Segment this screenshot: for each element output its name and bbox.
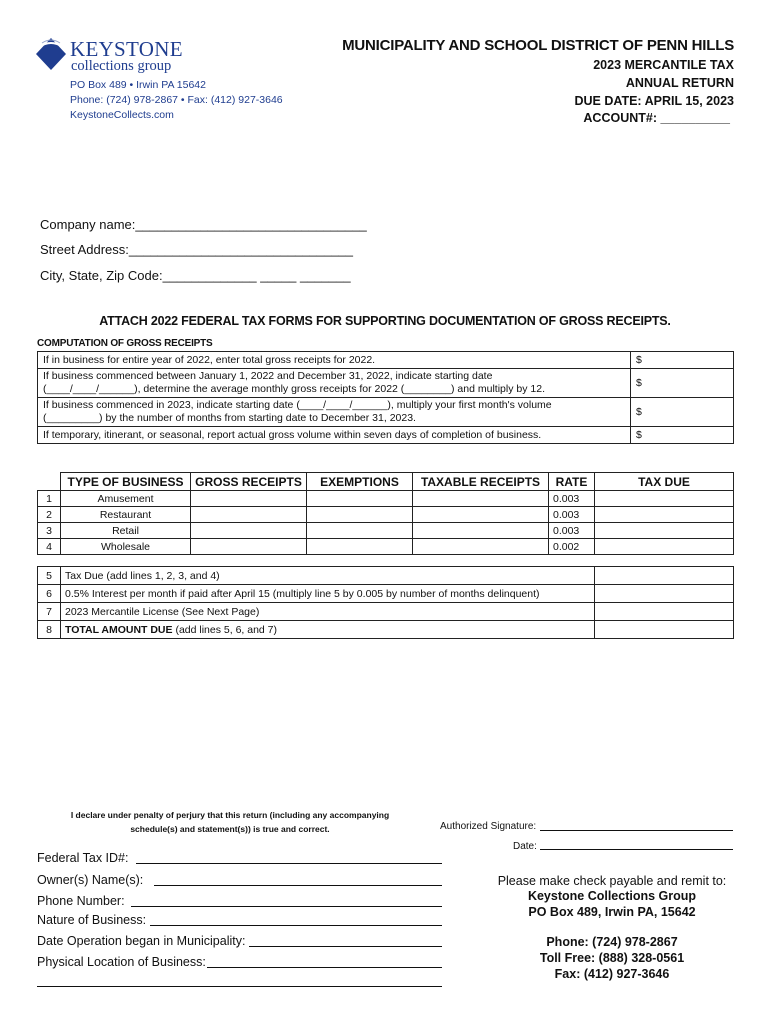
summary-bold-label: TOTAL AMOUNT DUE [65,623,173,636]
gross-receipts-table [37,351,734,444]
gross-receipts-row [38,369,734,398]
tax-due-input[interactable] [595,523,734,539]
bottom-field-input[interactable] [154,885,442,886]
header-tax-due: TAX DUE [595,473,734,491]
taxable-receipts-input[interactable] [413,491,549,507]
bottom-field-input[interactable] [131,906,442,907]
summary-description [61,585,595,603]
remit-phone: Phone: (724) 978-2867 [546,935,678,949]
header-rate: RATE [549,473,595,491]
bottom-field-label: Date Operation began in Municipality: [37,934,246,948]
summary-amount-field[interactable] [595,567,734,585]
summary-row [38,567,734,585]
date-field[interactable] [540,849,733,850]
gross-receipts-row [38,352,734,369]
summary-description [61,621,595,639]
bottom-field-label: Phone Number: [37,894,125,908]
header-exemptions: EXEMPTIONS [307,473,413,491]
tax-due-input[interactable] [595,491,734,507]
summary-text: 0.5% Interest per month if paid after April 15 (multiply line 5 by 0.005 by number of months delinquent) [65,587,540,600]
bottom-field-input[interactable] [207,967,442,968]
business-type: Wholesale [61,539,191,555]
business-row [38,507,734,523]
remit-tollfree: Toll Free: (888) 328-0561 [539,951,685,965]
logo-name: KEYSTONE [70,37,183,61]
rate-value: 0.003 [549,523,595,539]
gross-receipts-instruction [38,398,631,427]
bottom-field-input[interactable] [249,946,442,947]
line-number: 6 [38,585,61,603]
bottom-field-input[interactable] [136,863,442,864]
gross-receipts-amount-field[interactable]: $ [631,369,734,398]
company-name-field[interactable]: Company name:________________________________ [40,217,367,232]
spacer-row [38,555,734,567]
gross-receipts-instruction [38,427,631,444]
header-blank [38,473,61,491]
account-number-field[interactable]: ACCOUNT#: __________ [583,111,730,125]
header-taxable-receipts: TAXABLE RECEIPTS [413,473,549,491]
summary-row [38,603,734,621]
bottom-field-label: Federal Tax ID#: [37,851,129,865]
line-number: 7 [38,603,61,621]
gross-receipts-instruction [38,352,631,369]
gross-receipts-amount-field[interactable]: $ [631,398,734,427]
keystone-logo-icon [36,38,66,70]
instruction-line: (_________) by the number of months from starting date to December 31, 2023. [43,412,416,424]
taxable-receipts-input[interactable] [413,507,549,523]
exemptions-input[interactable] [307,539,413,555]
gross-receipts-row [38,427,734,444]
business-type: Retail [61,523,191,539]
rate-value: 0.003 [549,491,595,507]
summary-description [61,567,595,585]
gross-receipts-row [38,398,734,427]
gross-receipts-input[interactable] [191,507,307,523]
instruction-line: If business commenced in 2023, indicate starting date (____/____/______), multiply your first month's volume [43,399,552,411]
extra-line-field[interactable] [37,986,442,987]
gross-receipts-instruction [38,369,631,398]
summary-amount-field[interactable] [595,603,734,621]
business-type: Restaurant [61,507,191,523]
summary-text: 2023 Mercantile License (See Next Page) [65,605,260,618]
due-date: DUE DATE: APRIL 15, 2023 [574,94,734,108]
gross-receipts-amount-field[interactable]: $ [631,427,734,444]
tax-due-input[interactable] [595,539,734,555]
exemptions-input[interactable] [307,491,413,507]
date-label: Date: [513,841,537,852]
business-row [38,523,734,539]
bottom-field-input[interactable] [150,925,442,926]
attach-notice: ATTACH 2022 FEDERAL TAX FORMS FOR SUPPORTING DOCUMENTATION OF GROSS RECEIPTS. [99,314,671,328]
gross-receipts-input[interactable] [191,491,307,507]
logo-address: PO Box 489 • Irwin PA 15642 [70,79,206,91]
instruction-line: If business commenced between January 1, 2022 and December 31, 2022, indicate starting date [43,370,493,382]
bottom-field-label: Owner(s) Name(s): [37,873,144,887]
instruction-line: If in business for entire year of 2022, enter total gross receipts for 2022. [43,353,376,366]
gross-receipts-input[interactable] [191,539,307,555]
summary-amount-field[interactable] [595,585,734,603]
header-gross-receipts: GROSS RECEIPTS [191,473,307,491]
form-title: MUNICIPALITY AND SCHOOL DISTRICT OF PENN HILLS [342,37,734,54]
summary-amount-field[interactable] [595,621,734,639]
taxable-receipts-input[interactable] [413,539,549,555]
city-state-zip-field[interactable]: City, State, Zip Code:_____________ _____ _______ [40,268,351,283]
remit-intro: Please make check payable and remit to: [497,874,727,888]
signature-label: Authorized Signature: [440,821,537,832]
instruction-line: (____/____/______), determine the average monthly gross receipts for 2022 (________) and multiply by 12. [43,383,545,395]
summary-text: (add lines 5, 6, and 7) [172,623,278,636]
declaration-line-1: I declare under penalty of perjury that this return (including any accompanying [70,810,390,820]
gross-receipts-amount-field[interactable]: $ [631,352,734,369]
signature-field[interactable] [540,830,733,831]
tax-due-input[interactable] [595,507,734,523]
summary-text: Tax Due (add lines 1, 2, 3, and 4) [65,569,220,582]
form-subtitle-return: ANNUAL RETURN [625,76,734,90]
bottom-field-label: Physical Location of Business: [37,955,206,969]
business-type: Amusement [61,491,191,507]
line-number: 2 [38,507,61,523]
rate-value: 0.002 [549,539,595,555]
remit-address: PO Box 489, Irwin PA, 15642 [528,905,696,919]
tax-calculation-table [37,472,734,639]
form-subtitle-tax: 2023 MERCANTILE TAX [593,58,734,72]
logo-website[interactable]: KeystoneCollects.com [70,109,174,121]
summary-row [38,621,734,639]
declaration-line-2: schedule(s) and statement(s)) is true and correct. [130,824,330,834]
logo-subtitle: collections group [71,58,172,74]
line-number: 3 [38,523,61,539]
rate-value: 0.003 [549,507,595,523]
line-number: 1 [38,491,61,507]
taxable-receipts-input[interactable] [413,523,549,539]
summary-row [38,585,734,603]
logo-phone-fax: Phone: (724) 978-2867 • Fax: (412) 927-3646 [70,94,283,106]
spacer-cell [38,555,734,567]
table-header-row [38,473,734,491]
street-address-field[interactable]: Street Address:_______________________________ [40,242,354,257]
instruction-line: If temporary, itinerant, or seasonal, report actual gross volume within seven days of completion of business. [43,428,542,441]
business-row [38,491,734,507]
bottom-field-label: Nature of Business: [37,913,147,927]
exemptions-input[interactable] [307,523,413,539]
header-type-of-business: TYPE OF BUSINESS [61,473,191,491]
line-number: 8 [38,621,61,639]
remit-fax: Fax: (412) 927-3646 [554,967,670,981]
gross-receipts-input[interactable] [191,523,307,539]
line-number: 4 [38,539,61,555]
exemptions-input[interactable] [307,507,413,523]
line-number: 5 [38,567,61,585]
summary-description [61,603,595,621]
computation-heading: COMPUTATION OF GROSS RECEIPTS [37,338,213,349]
remit-company: Keystone Collections Group [527,889,697,903]
business-row [38,539,734,555]
